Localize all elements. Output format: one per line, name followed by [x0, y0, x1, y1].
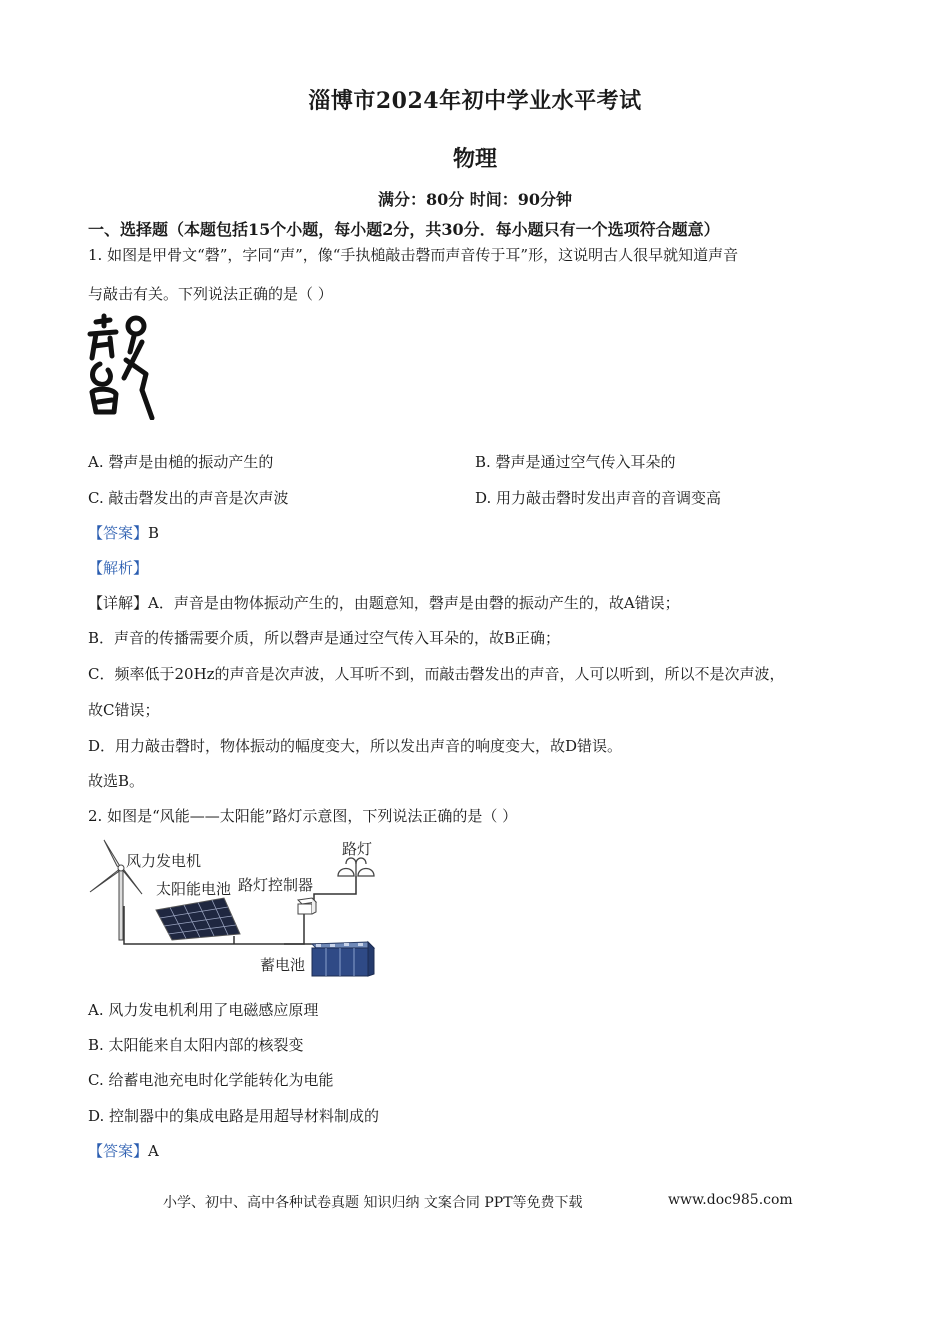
label-controller: 路灯控制器 [238, 876, 314, 894]
q1-option-b: B. 磬声是通过空气传入耳朵的 [475, 453, 676, 471]
q1-option-c: C. 敲击磬发出的声音是次声波 [88, 489, 289, 507]
label-wind-turbine: 风力发电机 [126, 852, 202, 870]
wind-solar-streetlight-diagram [84, 836, 404, 986]
detail-text: A．声音是由物体振动产生的，由题意知，磬声是由磬的振动产生的，故A错误； [148, 594, 680, 612]
detail-tag: 【详解】 [88, 594, 149, 612]
q1-detail-line2: B．声音的传播需要介质，所以磬声是通过空气传入耳朵的，故B正确； [88, 629, 561, 647]
battery-icon [312, 942, 374, 976]
q1-conclusion: 故选B。 [88, 772, 145, 790]
label-solar-cell: 太阳能电池 [156, 880, 232, 898]
q1-stem-line2: 与敲击有关。下列说法正确的是（ ） [88, 285, 333, 303]
q1-detail-line3: C．频率低于20Hz的声音是次声波，人耳听不到，而敲击磬发出的声音，人可以听到，所以不是次声波， [88, 665, 785, 683]
q1-detail-line5: D．用力敲击磬时，物体振动的幅度变大，所以发出声音的响度变大，故D错误。 [88, 737, 623, 755]
subject-title: 物理 [452, 146, 497, 172]
q1-detail-line4: 故C错误； [88, 701, 160, 719]
answer-tag: 【答案】 [88, 1142, 149, 1160]
q1-stem-line1: 1. 如图是甲骨文“磬”，字同“声”，像“手执槌敲击磬而声音传于耳”形，这说明古人很早就知道声音 [88, 246, 739, 264]
answer-tag: 【答案】 [88, 524, 149, 542]
label-street-lamp: 路灯 [342, 840, 373, 858]
exam-title: 淄博市2024年初中学业水平考试 [308, 88, 642, 114]
q1-answer [88, 523, 159, 543]
q2-answer [88, 1141, 159, 1161]
answer-value: A [148, 1142, 159, 1160]
solar-panel-icon [156, 898, 240, 940]
q2-option-b: B. 太阳能来自太阳内部的核裂变 [88, 1036, 304, 1054]
q1-option-a: A. 磬声是由槌的振动产生的 [88, 453, 274, 471]
q1-analysis-tag: 【解析】 [88, 559, 149, 577]
street-lamp-icon [338, 858, 374, 878]
q1-detail-line1 [88, 593, 680, 613]
answer-value: B [148, 524, 160, 542]
footer-note: 小学、初中、高中各种试卷真题 知识归纳 文案合同 PPT等免费下载 [163, 1195, 583, 1211]
q1-option-d: D. 用力敲击磬时发出声音的音调变高 [475, 489, 722, 507]
footer-url[interactable]: www.doc985.com [668, 1192, 793, 1208]
q2-option-d: D. 控制器中的集成电路是用超导材料制成的 [88, 1107, 380, 1125]
q2-option-c: C. 给蓄电池充电时化学能转化为电能 [88, 1071, 334, 1089]
exam-meta: 满分：80分 时间：90分钟 [377, 190, 573, 209]
label-battery: 蓄电池 [260, 956, 306, 974]
oracle-bone-character-figure [86, 312, 164, 420]
q2-option-a: A. 风力发电机利用了电磁感应原理 [88, 1001, 319, 1019]
controller-box-icon [298, 898, 316, 914]
q2-stem: 2. 如图是“风能——太阳能”路灯示意图，下列说法正确的是（ ） [88, 807, 518, 825]
section-heading: 一、选择题（本题包括15个小题，每小题2分，共30分．每小题只有一个选项符合题意） [88, 220, 720, 239]
